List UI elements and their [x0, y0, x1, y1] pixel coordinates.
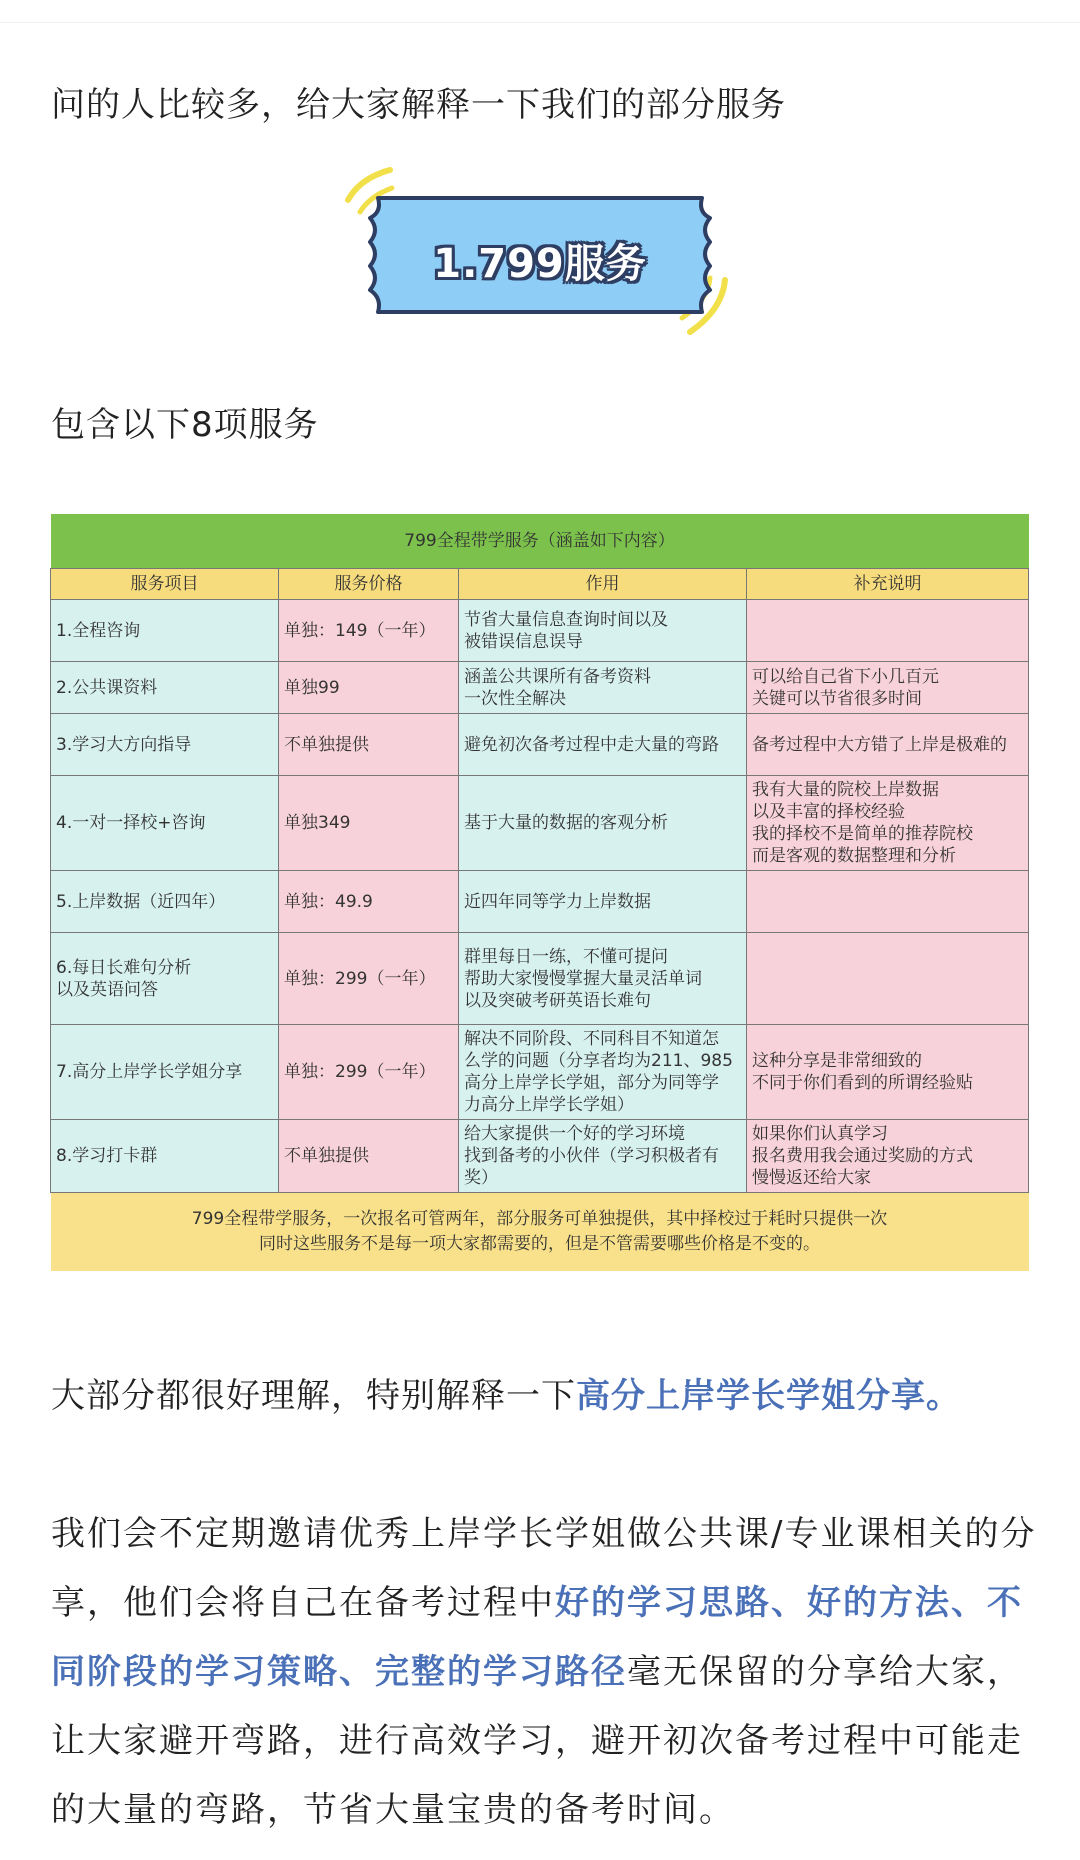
cell-effect: 基于大量的数据的客观分析: [459, 776, 747, 871]
cell-price: 单独：299（一年）: [279, 933, 459, 1025]
badge-label: 1.799服务: [433, 241, 647, 287]
cell-item: 5.上岸数据（近四年）: [51, 871, 279, 933]
table-row: [51, 714, 1029, 776]
table-header-row: [51, 569, 1029, 600]
service-table: [50, 514, 1028, 1271]
explain-highlight: 高分上岸学长学姐分享。: [576, 1376, 961, 1416]
sharing-part-2: 毫无保留的分享给大家，让大家避开弯路，进行高效学习，避开初次备考过程中可能走的大量的弯路，节省大量宝贵的备考时间。: [51, 1652, 1023, 1830]
table-row: [51, 600, 1029, 662]
cell-note: [747, 600, 1029, 662]
column-header: 服务价格: [279, 569, 459, 600]
cell-effect: 涵盖公共课所有备考资料 一次性全解决: [459, 662, 747, 714]
table-row: [51, 871, 1029, 933]
cell-note: 备考过程中大方错了上岸是极难的: [747, 714, 1029, 776]
footer-line-2: 同时这些服务不是每一项大家都需要的，但是不管需要哪些价格是不变的。: [259, 1234, 820, 1254]
cell-price: 单独349: [279, 776, 459, 871]
top-divider: [0, 0, 1080, 23]
cell-item: 3.学习大方向指导: [51, 714, 279, 776]
footer-line-1: 799全程带学服务，一次报名可管两年，部分服务可单独提供，其中择校过于耗时只提供一次: [191, 1209, 888, 1229]
explain-text: [51, 1368, 1041, 1417]
cell-price: 单独：299（一年）: [279, 1025, 459, 1120]
cell-effect: 节省大量信息查询时间以及 被错误信息误导: [459, 600, 747, 662]
cell-price: 单独99: [279, 662, 459, 714]
cell-price: 不单独提供: [279, 1120, 459, 1193]
table-footer: [51, 1193, 1029, 1272]
explain-plain: 大部分都很好理解，特别解释一下: [51, 1376, 576, 1416]
cell-price: 不单独提供: [279, 714, 459, 776]
cell-effect: 群里每日一练，不懂可提问 帮助大家慢慢掌握大量灵活单词 以及突破考研英语长难句: [459, 933, 747, 1025]
table-row: [51, 662, 1029, 714]
cell-effect: 给大家提供一个好的学习环境 找到备考的小伙伴（学习积极者有 奖）: [459, 1120, 747, 1193]
cell-note: 我有大量的院校上岸数据 以及丰富的择校经验 我的择校不是简单的推荐院校 而是客观的数据整理和分析: [747, 776, 1029, 871]
table-row: [51, 933, 1029, 1025]
intro-text: 问的人比较多，给大家解释一下我们的部分服务: [51, 85, 786, 125]
cell-note: [747, 871, 1029, 933]
sharing-description: [51, 1500, 1041, 1845]
sharing-highlight: 好的学习思路、好的方法、不同阶段的学习策略、完整的学习路径: [51, 1583, 1023, 1692]
cell-item: 4.一对一择校+咨询: [51, 776, 279, 871]
table-row: [51, 1120, 1029, 1193]
cell-effect: 避免初次备考过程中走大量的弯路: [459, 714, 747, 776]
column-header: 补充说明: [747, 569, 1029, 600]
service-badge: [330, 160, 750, 350]
cell-item: 1.全程咨询: [51, 600, 279, 662]
cell-item: 6.每日长难句分析 以及英语问答: [51, 933, 279, 1025]
cell-note: [747, 933, 1029, 1025]
column-header: 作用: [459, 569, 747, 600]
cell-price: 单独：49.9: [279, 871, 459, 933]
cell-note: 可以给自己省下小几百元 关键可以节省很多时间: [747, 662, 1029, 714]
column-header: 服务项目: [51, 569, 279, 600]
cell-price: 单独：149（一年）: [279, 600, 459, 662]
table-row: [51, 776, 1029, 871]
cell-note: 如果你们认真学习 报名费用我会通过奖励的方式 慢慢返还给大家: [747, 1120, 1029, 1193]
cell-item: 7.高分上岸学长学姐分享: [51, 1025, 279, 1120]
table-title: 799全程带学服务（涵盖如下内容）: [51, 514, 1029, 569]
table-body: [51, 600, 1029, 1193]
sharing-part-1: 我们会不定期邀请优秀上岸学长学姐做公共课/专业课相关的分享，他们会将自己在备考过程中: [51, 1514, 1037, 1623]
cell-item: 8.学习打卡群: [51, 1120, 279, 1193]
cell-effect: 近四年同等学力上岸数据: [459, 871, 747, 933]
cell-note: 这种分享是非常细致的 不同于你们看到的所谓经验贴: [747, 1025, 1029, 1120]
table-row: [51, 1025, 1029, 1120]
cell-effect: 解决不同阶段、不同科目不知道怎 么学的问题（分享者均为211、985 高分上岸学长学姐，部分为同等学 力高分上岸学长学姐）: [459, 1025, 747, 1120]
subtitle-text: 包含以下8项服务: [51, 405, 319, 445]
cell-item: 2.公共课资料: [51, 662, 279, 714]
